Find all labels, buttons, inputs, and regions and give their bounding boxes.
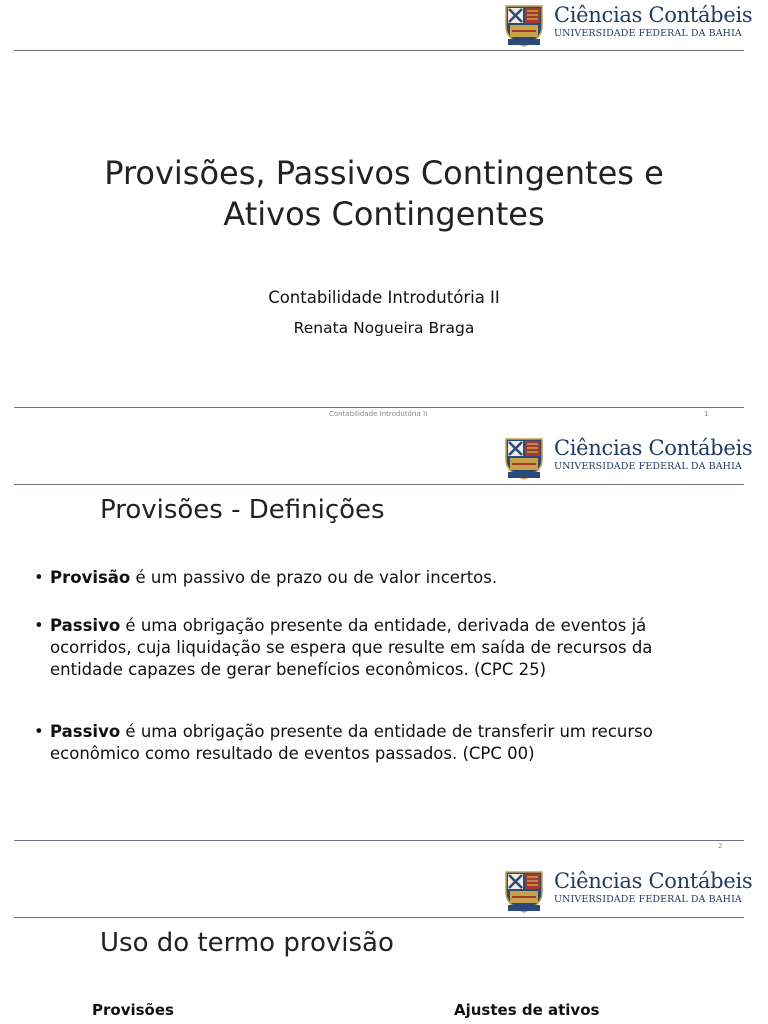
footer-divider <box>14 840 744 841</box>
list-item <box>34 615 724 681</box>
slide-1 <box>0 0 768 425</box>
definition-text: é uma obrigação presente da entidade de transferir um recurso econômico como resultado de eventos passados. (CPC 00) <box>50 722 653 763</box>
slide-2 <box>0 433 768 853</box>
header-divider <box>14 917 744 918</box>
term-bold: Passivo <box>50 616 121 635</box>
page-number: 1 <box>704 410 709 418</box>
slide-3 <box>0 866 768 1024</box>
brand-subtitle: UNIVERSIDADE FEDERAL DA BAHIA <box>554 894 742 905</box>
header-divider <box>14 484 744 485</box>
header-divider <box>14 50 744 51</box>
slide-title-line1: Provisões, Passivos Contingentes e <box>104 154 664 192</box>
definition-list <box>34 567 724 765</box>
page-number: 2 <box>718 842 723 850</box>
list-item <box>34 721 724 765</box>
list-item <box>34 567 724 589</box>
term-bold: Provisão <box>50 568 131 587</box>
ufba-shield-icon <box>502 436 546 480</box>
footer-text: Contabilidade Introdutória II <box>329 410 428 418</box>
brand-logo <box>502 3 753 49</box>
definition-text: é um passivo de prazo ou de valor incertos. <box>130 568 498 587</box>
brand-subtitle: UNIVERSIDADE FEDERAL DA BAHIA <box>554 461 742 472</box>
course-name: Contabilidade Introdutória II <box>268 288 500 307</box>
slide-title: Provisões - Definições <box>100 495 385 525</box>
ufba-shield-icon <box>502 869 546 913</box>
brand-title: Ciências Contábeis <box>554 3 753 27</box>
term-bold: Passivo <box>50 722 121 741</box>
slide-title-line2: Ativos Contingentes <box>223 195 545 233</box>
brand-logo <box>502 436 753 482</box>
footer-divider <box>14 407 744 408</box>
column-header-ajustes: Ajustes de ativos <box>454 1001 600 1019</box>
brand-title: Ciências Contábeis <box>554 436 753 460</box>
ufba-shield-icon <box>502 3 546 47</box>
definition-text: é uma obrigação presente da entidade, derivada de eventos já ocorridos, cuja liquidação se espera que resulte em saída de recursos da entidade capazes de gerar benefícios econômicos. (CPC 25) <box>50 616 653 679</box>
author-name: Renata Nogueira Braga <box>293 319 475 337</box>
column-header-provisoes: Provisões <box>92 1001 174 1019</box>
brand-logo <box>502 869 753 915</box>
brand-subtitle: UNIVERSIDADE FEDERAL DA BAHIA <box>554 28 742 39</box>
slide-title: Uso do termo provisão <box>100 928 394 958</box>
brand-title: Ciências Contábeis <box>554 869 753 893</box>
